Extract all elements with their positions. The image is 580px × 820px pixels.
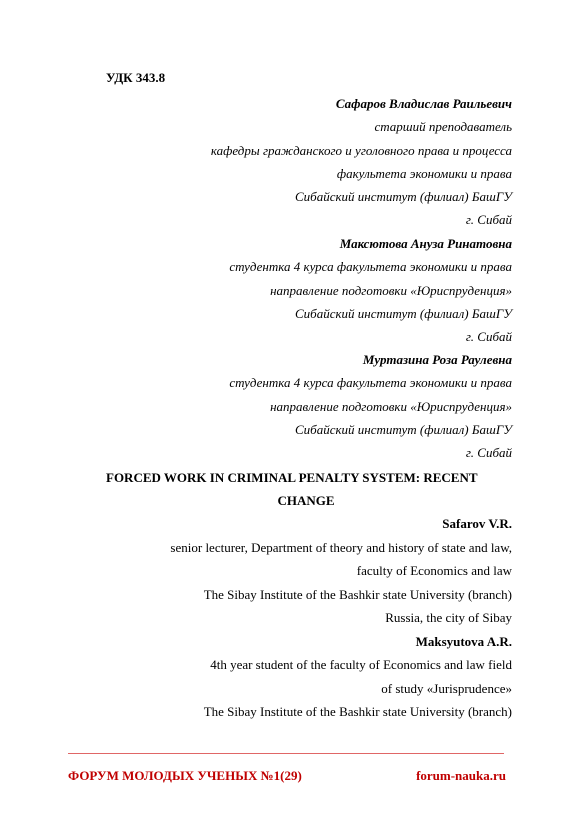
author-name: Safarov V.R.: [442, 516, 512, 531]
author-city: г. Сибай: [465, 212, 512, 228]
title-line-2: CHANGE: [277, 493, 335, 508]
footer-site-link[interactable]: forum-nauka.ru: [416, 768, 506, 783]
title-line-1: FORCED WORK IN CRIMINAL PENALTY SYSTEM: RECENT: [106, 470, 478, 485]
author-institution: The Sibay Institute of the Bashkir state University (branch): [203, 704, 512, 719]
ru-author-2: [52, 232, 512, 348]
author-institution: Сибайский институт (филиал) БашГУ: [295, 305, 512, 321]
article-title: [106, 466, 506, 512]
author-name: Сафаров Владислав Раильевич: [335, 96, 512, 111]
author-field: направление подготовки «Юриспруденция»: [270, 398, 512, 414]
author-institution: The Sibay Institute of the Bashkir state University (branch): [203, 586, 512, 602]
author-department: кафедры гражданского и уголовного права и процесса: [210, 142, 512, 158]
author-field: of study «Jurisprudence»: [381, 680, 512, 696]
author-position: senior lecturer, Department of theory and history of state and law,: [170, 539, 512, 555]
author-position: студентка 4 курса факультета экономики и права: [229, 375, 512, 391]
author-city: г. Сибай: [465, 329, 512, 345]
author-field: направление подготовки «Юриспруденция»: [270, 282, 512, 298]
udk-code: УДК 343.8: [106, 70, 166, 85]
author-faculty: faculty of Economics and law: [356, 563, 512, 578]
author-position: старший преподаватель: [374, 119, 512, 135]
ru-author-1: [52, 92, 512, 232]
footer-journal: ФОРУМ МОЛОДЫХ УЧЕНЫХ №1(29): [68, 768, 302, 783]
author-institution: Сибайский институт (филиал) БашГУ: [295, 421, 512, 437]
footer-divider: [68, 753, 504, 754]
author-position: 4th year student of the faculty of Economics and law field: [210, 657, 512, 672]
author-city: Russia, the city of Sibay: [385, 610, 512, 625]
author-name: Муртазина Роза Раулевна: [362, 352, 512, 367]
ru-author-3: [52, 348, 512, 464]
author-faculty: факультета экономики и права: [336, 165, 512, 181]
en-authors: [52, 512, 512, 724]
author-name: Максютова Ануза Ринатовна: [339, 236, 512, 251]
author-position: студентка 4 курса факультета экономики и права: [229, 259, 512, 275]
author-name: Maksyutova A.R.: [415, 633, 512, 649]
author-institution: Сибайский институт (филиал) БашГУ: [295, 189, 512, 205]
author-city: г. Сибай: [465, 445, 512, 461]
